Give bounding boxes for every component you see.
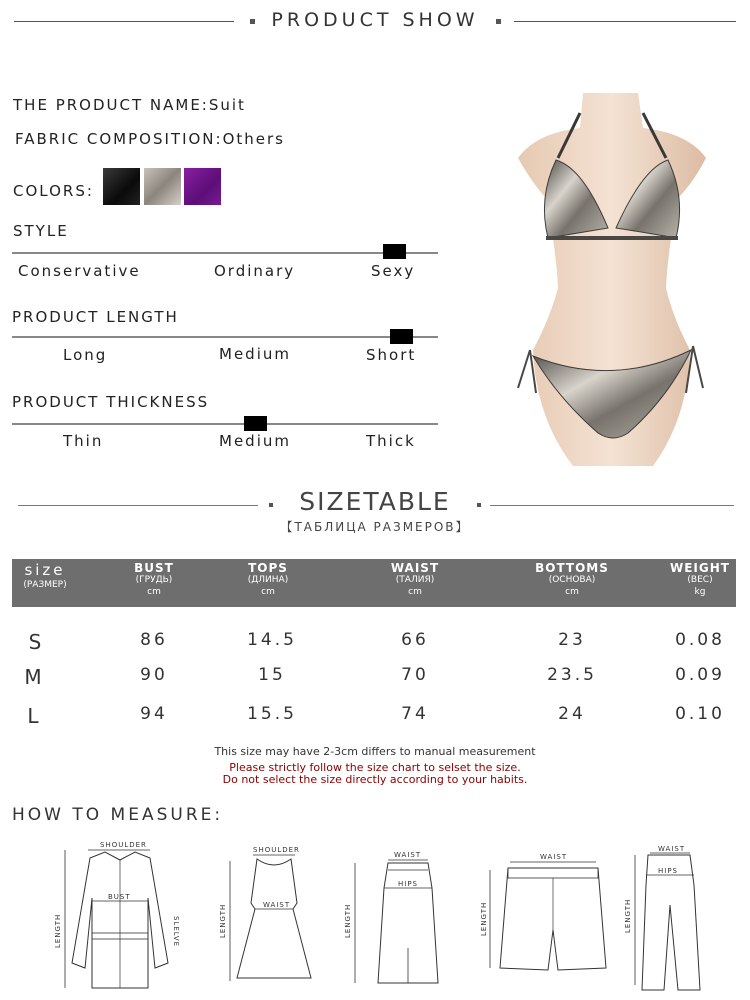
- dress-measure-diagram: [215, 843, 315, 993]
- cell-bust: 94: [140, 704, 168, 724]
- skirt-hips-label: HIPS: [398, 880, 418, 888]
- table-row: [12, 704, 736, 734]
- thickness-title: PRODUCT THICKNESS: [12, 393, 210, 411]
- shorts-waist-label: WAIST: [540, 853, 568, 861]
- header-tops: TOPS (ДЛИНА) cm: [247, 561, 289, 597]
- style-label-ordinary: Ordinary: [214, 262, 296, 280]
- cell-size: S: [28, 630, 42, 654]
- fabric-composition: FABRIC COMPOSITION:Others: [15, 130, 285, 148]
- sizetable-square-right: [477, 503, 481, 507]
- skirt-length-label: LENGTH: [344, 903, 352, 938]
- jacket-sleeve-label: SLELVE: [172, 916, 180, 948]
- sizetable-title: SIZETABLE: [299, 487, 451, 516]
- thickness-label-medium: Medium: [219, 432, 291, 450]
- color-swatch-silver[interactable]: [144, 168, 181, 205]
- length-label-short: Short: [366, 346, 417, 364]
- dress-shoulder-label: SHOULDER: [253, 846, 300, 854]
- product-name: THE PRODUCT NAME:Suit: [13, 96, 246, 114]
- colors-label: COLORS:: [13, 182, 94, 200]
- cell-waist: 70: [401, 665, 429, 685]
- how-to-measure-title: HOW TO MEASURE:: [12, 805, 224, 825]
- pants-hips-label: HIPS: [658, 867, 678, 875]
- color-swatch-purple[interactable]: [184, 168, 221, 205]
- cell-bottoms: 24: [558, 704, 586, 724]
- shorts-measure-diagram: [478, 850, 613, 980]
- jacket-length-label: LENGTH: [54, 913, 62, 948]
- thickness-scale-marker: [244, 416, 267, 431]
- shorts-length-label: LENGTH: [480, 901, 488, 936]
- style-scale-marker: [383, 244, 406, 259]
- length-label-long: Long: [63, 346, 108, 364]
- length-label-medium: Medium: [219, 345, 291, 363]
- skirt-measure-diagram: [340, 848, 450, 998]
- style-title: STYLE: [13, 222, 69, 240]
- cell-bottoms: 23: [558, 630, 586, 650]
- header-weight: WEIGHT (ВЕС) kg: [670, 561, 730, 597]
- thickness-label-thin: Thin: [63, 432, 104, 450]
- style-label-conservative: Conservative: [18, 262, 141, 280]
- header-bottoms: BOTTOMS (ОСНОВА) cm: [535, 561, 609, 597]
- header-size: size (РАЗМЕР): [23, 561, 67, 590]
- table-row: [12, 630, 736, 660]
- cell-weight: 0.10: [675, 704, 725, 724]
- measurement-note: This size may have 2-3cm differs to manual measurement: [214, 745, 536, 758]
- cell-bottoms: 23.5: [547, 665, 597, 685]
- sizetable-header: [12, 559, 736, 607]
- header-waist: WAIST (ТАЛИЯ) cm: [390, 561, 440, 597]
- style-label-sexy: Sexy: [371, 262, 416, 280]
- cell-size: L: [27, 704, 39, 728]
- dress-length-label: LENGTH: [219, 903, 227, 938]
- jacket-measure-diagram: [50, 838, 190, 998]
- length-scale-marker: [390, 329, 413, 344]
- table-row: [12, 665, 736, 695]
- sizetable-subtitle: 【ТАБЛИЦА РАЗМЕРОВ】: [280, 520, 470, 534]
- length-scale-line: [12, 336, 438, 338]
- page-title: PRODUCT SHOW: [271, 9, 479, 31]
- thickness-scale-line: [12, 423, 438, 425]
- cell-waist: 66: [401, 630, 429, 650]
- cell-tops: 15.5: [247, 704, 297, 724]
- cell-tops: 14.5: [247, 630, 297, 650]
- sizetable-line-right: [490, 505, 734, 506]
- cell-bust: 90: [140, 665, 168, 685]
- pants-waist-label: WAIST: [658, 845, 686, 853]
- product-photo: [488, 88, 738, 473]
- size-warning: [0, 762, 750, 786]
- header-square-right: [496, 19, 501, 24]
- length-title: PRODUCT LENGTH: [12, 308, 179, 326]
- cell-waist: 74: [401, 704, 429, 724]
- cell-bust: 86: [140, 630, 168, 650]
- size-warning-line1: Please strictly follow the size chart to selset the size.: [229, 761, 521, 774]
- header-bust: BUST (ГРУДЬ) cm: [134, 561, 174, 597]
- color-swatch-black[interactable]: [103, 168, 140, 205]
- style-scale-line: [12, 252, 438, 254]
- cell-weight: 0.09: [675, 665, 725, 685]
- skirt-waist-label: WAIST: [394, 851, 422, 859]
- cell-tops: 15: [258, 665, 286, 685]
- jacket-shoulder-label: SHOULDER: [100, 841, 147, 849]
- cell-weight: 0.08: [675, 630, 725, 650]
- cell-size: M: [24, 665, 42, 689]
- dress-waist-label: WAIST: [263, 901, 291, 909]
- thickness-label-thick: Thick: [366, 432, 416, 450]
- header-line-right: [514, 21, 736, 22]
- jacket-bust-label: BUST: [108, 893, 131, 901]
- size-warning-line2: Do not select the size directly according to your habits.: [222, 773, 528, 786]
- pants-measure-diagram: [620, 845, 710, 995]
- pants-length-label: LENGTH: [624, 898, 632, 933]
